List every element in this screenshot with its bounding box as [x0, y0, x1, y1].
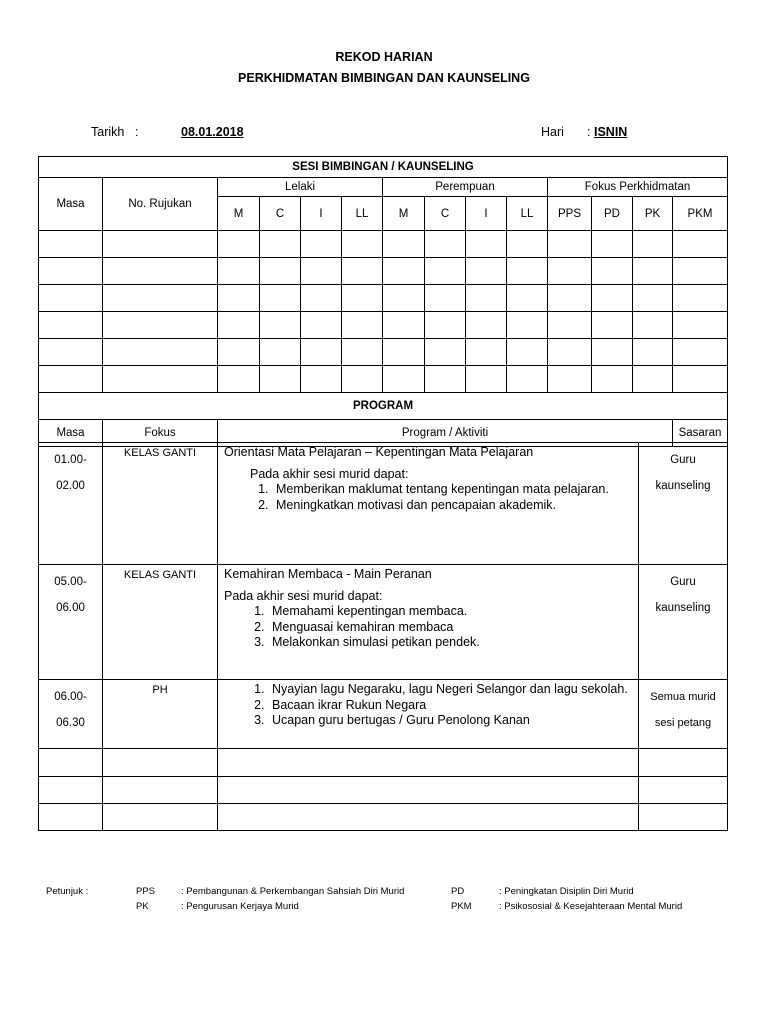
sasaran-line-2: sesi petang — [654, 717, 712, 729]
table-row — [39, 804, 728, 831]
program-sasaran — [639, 443, 728, 565]
legend-code: PK — [136, 901, 149, 912]
tarikh-value: 08.01.2018 — [181, 125, 244, 139]
col-fokus-perkhidmatan: Fokus Perkhidmatan — [548, 178, 728, 197]
program-fokus: KELAS GANTI — [103, 443, 218, 565]
program-table — [38, 442, 728, 831]
col-rujukan: No. Rujukan — [103, 178, 218, 231]
program-col-fokus: Fokus — [103, 420, 218, 447]
perempuan-i: I — [466, 197, 507, 231]
perempuan-ll: LL — [507, 197, 548, 231]
lelaki-i: I — [301, 197, 342, 231]
aktiviti-intro: Pada akhir sesi murid dapat: — [224, 588, 383, 603]
legend-code: PKM — [451, 901, 472, 912]
table-row — [39, 339, 728, 366]
aktiviti-intro: Pada akhir sesi murid dapat: — [250, 466, 409, 481]
fokus-pd: PD — [592, 197, 633, 231]
aktiviti-item: 1. Memahami kepentingan membaca. — [268, 604, 632, 620]
perempuan-c: C — [425, 197, 466, 231]
table-row — [39, 366, 728, 393]
col-perempuan: Perempuan — [383, 178, 548, 197]
lelaki-c: C — [260, 197, 301, 231]
program-masa — [39, 443, 103, 565]
fokus-pps: PPS — [548, 197, 592, 231]
table-row — [39, 285, 728, 312]
program-masa — [39, 565, 103, 680]
program-col-sasaran: Sasaran — [673, 420, 728, 447]
title-line-1: REKOD HARIAN — [335, 50, 433, 64]
aktiviti-item: 3. Ucapan guru bertugas / Guru Penolong Kanan — [268, 713, 632, 729]
table-row — [39, 258, 728, 285]
table-row — [39, 749, 728, 777]
legend-label: Petunjuk : — [46, 886, 89, 897]
program-sasaran — [639, 680, 728, 749]
title-line-2: PERKHIDMATAN BIMBINGAN DAN KAUNSELING — [238, 71, 530, 85]
legend-desc: : Psikososial & Kesejahteraan Mental Murid — [499, 901, 683, 912]
program-aktiviti — [218, 565, 639, 680]
hari-colon: : — [587, 125, 591, 139]
hari-label: Hari — [541, 125, 564, 139]
program-row — [39, 680, 728, 749]
program-masa — [39, 680, 103, 749]
sasaran-line-2: kaunseling — [655, 602, 711, 614]
fokus-pk: PK — [633, 197, 673, 231]
program-row — [39, 565, 728, 680]
sasaran-line-1: Guru — [670, 454, 696, 466]
aktiviti-heading: Orientasi Mata Pelajaran – Kepentingan Mata Pelajaran — [224, 445, 534, 459]
lelaki-ll: LL — [342, 197, 383, 231]
table-row — [39, 231, 728, 258]
lelaki-m: M — [218, 197, 260, 231]
aktiviti-item: 1. Nyayian lagu Negaraku, lagu Negeri Selangor dan lagu sekolah. — [268, 682, 632, 698]
table-row — [39, 312, 728, 339]
sasaran-line-1: Guru — [670, 576, 696, 588]
masa-end: 06.30 — [56, 717, 85, 729]
sasaran-line-1: Semua murid — [650, 691, 716, 703]
masa-start: 06.00- — [54, 691, 87, 703]
sasaran-line-2: kaunseling — [655, 480, 711, 492]
legend-code: PPS — [136, 886, 156, 897]
record-table — [38, 156, 728, 447]
aktiviti-item: 1. Memberikan maklumat tentang kepentingan mata pelajaran. — [272, 482, 632, 498]
legend-code: PD — [451, 886, 465, 897]
legend-desc: : Pengurusan Kerjaya Murid — [181, 901, 299, 912]
fokus-pkm: PKM — [673, 197, 728, 231]
aktiviti-heading: Kemahiran Membaca - Main Peranan — [224, 567, 432, 581]
col-masa: Masa — [39, 178, 103, 231]
col-lelaki: Lelaki — [218, 178, 383, 197]
program-row — [39, 443, 728, 565]
perempuan-m: M — [383, 197, 425, 231]
aktiviti-item: 2. Menguasai kemahiran membaca — [268, 620, 632, 636]
hari-value: ISNIN — [594, 125, 628, 139]
tarikh-colon: : — [135, 125, 139, 139]
program-col-aktiviti: Program / Aktiviti — [218, 420, 673, 447]
program-col-masa: Masa — [39, 420, 103, 447]
masa-end: 06.00 — [56, 602, 85, 614]
masa-start: 05.00- — [54, 576, 87, 588]
masa-end: 02.00 — [56, 480, 85, 492]
program-fokus: PH — [103, 680, 218, 749]
program-fokus: KELAS GANTI — [103, 565, 218, 680]
legend-desc: : Pembangunan & Perkembangan Sahsiah Diri Murid — [181, 886, 405, 897]
program-aktiviti — [218, 680, 639, 749]
aktiviti-item: 2. Bacaan ikrar Rukun Negara — [268, 698, 632, 714]
legend-desc: : Peningkatan Disiplin Diri Murid — [499, 886, 634, 897]
program-sasaran — [639, 565, 728, 680]
aktiviti-item: 3. Melakonkan simulasi petikan pendek. — [268, 635, 632, 651]
aktiviti-item: 2. Meningkatkan motivasi dan pencapaian akademik. — [272, 498, 632, 514]
sesi-title: SESI BIMBINGAN / KAUNSELING — [39, 157, 728, 178]
tarikh-label: Tarikh — [91, 125, 125, 139]
masa-start: 01.00- — [54, 454, 87, 466]
program-aktiviti — [218, 443, 639, 565]
program-title: PROGRAM — [39, 393, 728, 420]
table-row — [39, 777, 728, 804]
